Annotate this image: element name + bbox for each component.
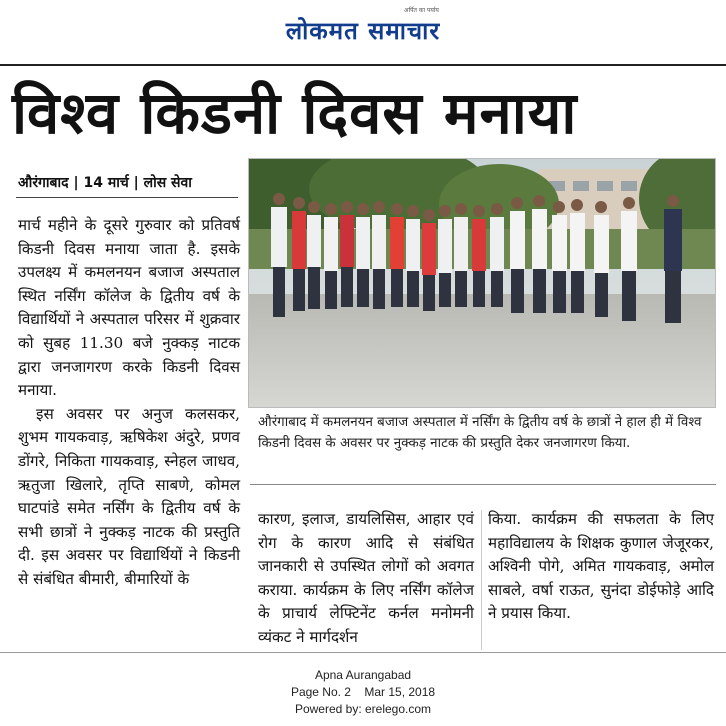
column-divider — [481, 510, 482, 650]
group-photo — [248, 158, 716, 408]
article-column-3: किया. कार्यक्रम की सफलता के लिए महाविद्यालय के शिक्षक कुणाल जेजूरकर, अश्विनी पोगे, अमित गायकवाड़, अमोल साबले, वर्षा राऊत, सुनंदा डोईफोड़े आदि ने प्रयास किया. — [488, 510, 714, 623]
footer-source: Apna Aurangabad — [314, 668, 412, 682]
article-column-2: कारण, इलाज, डायलिसिस, आहार एवं रोग के कारण आदि से संबंधित जानकारी से उपस्थित लोगों को अवगत कराया. कार्यक्रम के लिए नर्सिंग कॉलेज के प्राचार्य लेफ्टिनेंट कर्नल मनोमनी व्यंकट ने मार्गदर्शन — [258, 510, 474, 646]
footer-date: Mar 15, 2018 — [364, 685, 436, 699]
masthead — [0, 0, 726, 64]
dateline: औरंगाबाद | 14 मार्च | लोस सेवा — [18, 175, 192, 191]
article-column-1 — [18, 214, 240, 592]
newspaper-logo: लोकमत समाचार — [285, 16, 441, 45]
photo-caption: औरंगाबाद में कमलनयन बजाज अस्पताल में नर्सिंग के द्वितीय वर्ष के छात्रों ने हाल ही में विश्व किडनी दिवस के अवसर पर नुक्कड़ नाटक की प्रस्तुति देकर जनजागरण किया. — [258, 415, 702, 451]
dateline-rule — [16, 197, 238, 198]
masthead-tagline: अर्पित का पर्याय — [404, 7, 439, 14]
footer-rule — [0, 652, 726, 653]
group-photo-image — [249, 159, 715, 407]
footer-page-info — [0, 685, 726, 700]
footer-page-number: Page No. 2 — [290, 685, 351, 699]
article-paragraph: मार्च महीने के दूसरे गुरुवार को प्रतिवर्ष किडनी दिवस मनाया जाता है. इसके उपलक्ष्य में कमलनयन बजाज अस्पताल स्थित नर्सिंग कॉलेज के द्वितीय वर्ष के विद्यार्थियों ने अस्पताल परिसर में शुक्रवार को सुबह 11.30 बजे नुक्कड़ नाटक द्वारा जनजागरण करके किडनी दिवस मनाया. — [18, 216, 240, 400]
article-paragraph: इस अवसर पर अनुज कलसकर, शुभम गायकवाड़, ऋषिकेश अंदुरे, प्रणव डोंगरे, निकिता गायकवाड़, स्नेहल जाधव, ऋतुजा खिलारे, तृप्ति साबणे, कोमल घाटपांडे समेत नर्सिंग के द्वितीय वर्ष के सभी छात्रों ने नुक्कड़ नाटक की प्रस्तुति दी. इस अवसर पर विद्यार्थियों ने किडनी से संबंधित बीमारी, बीमारियों के — [18, 404, 240, 588]
caption-rule — [250, 484, 716, 485]
masthead-rule — [0, 64, 726, 66]
footer-powered[interactable]: Powered by: erelego.com — [294, 702, 432, 716]
headline: विश्व किडनी दिवस मनाया — [12, 79, 578, 147]
